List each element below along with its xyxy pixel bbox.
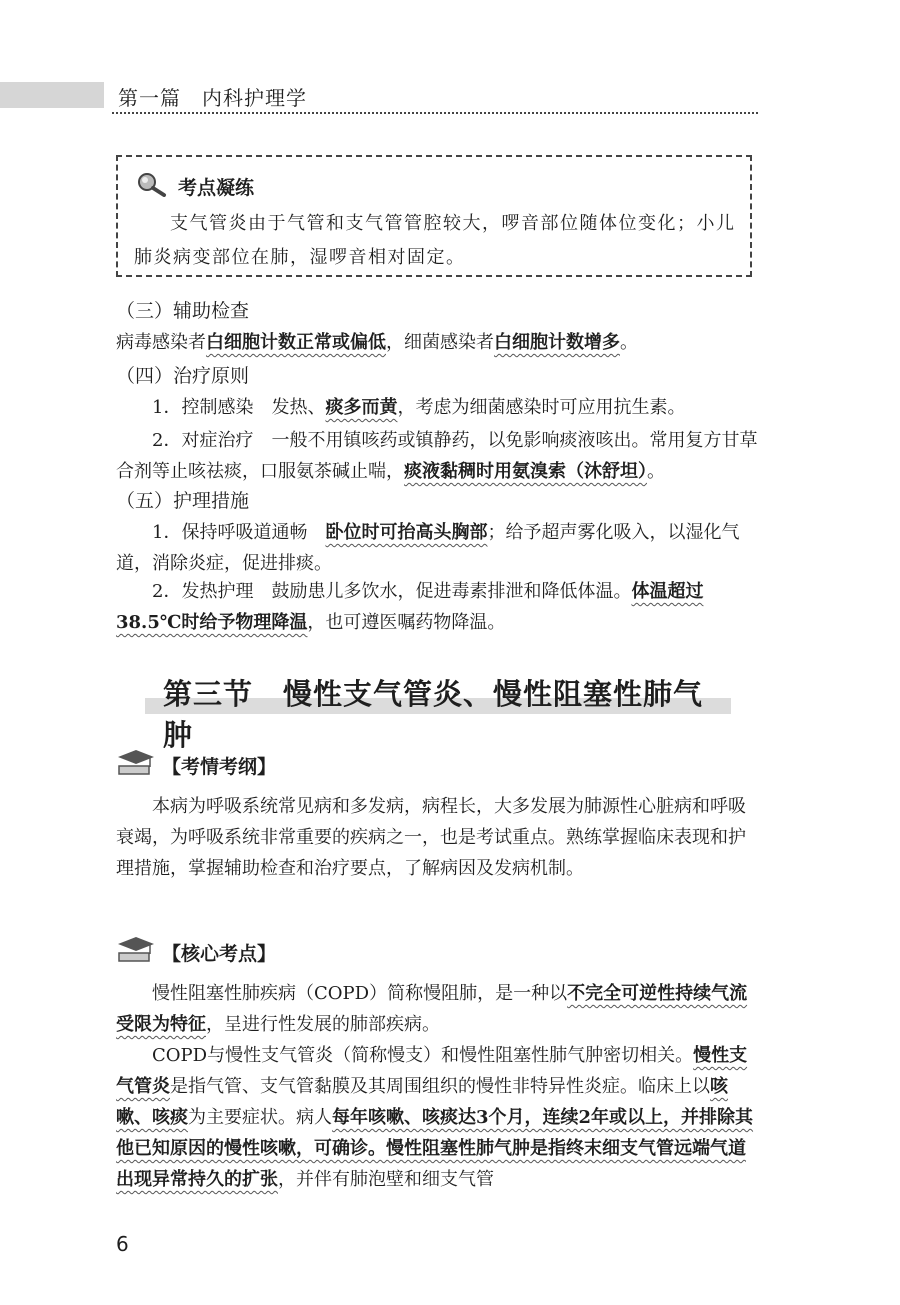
highlight-run: 咳嗽、咳痰: [116, 1076, 728, 1128]
heading-nursing: （五）护理措施: [116, 490, 250, 512]
running-head-rule: [112, 112, 758, 114]
text-run: 2．对症治疗 一般不用镇咳药或镇静药，以免影响痰液咳出。常用复方甘草合剂等止咳祛痰，口服氨茶碱止喘，: [116, 430, 758, 482]
text-run: 1．保持呼吸道通畅: [152, 522, 326, 543]
heading-treatment: （四）治疗原则: [116, 365, 250, 387]
text-run: ，呈进行性发展的肺部疾病。: [206, 1014, 440, 1035]
text-run: 1．控制感染 发热、: [152, 397, 326, 418]
highlight-run: 白细胞计数正常或偏低: [206, 332, 386, 353]
text-run: COPD与慢性支气管炎（简称慢支）和慢性阻塞性肺气肿密切相关。: [152, 1045, 694, 1066]
text-run: ，细菌感染者: [386, 332, 494, 353]
graduation-cap-book-icon: [116, 935, 156, 970]
core-points-label: [116, 935, 276, 970]
tip-box-title: [134, 171, 736, 201]
text-run: 2．发热护理 鼓励患儿多饮水，促进毒素排泄和降低体温。: [152, 581, 632, 602]
highlight-run: 白细胞计数增多: [494, 332, 620, 353]
heading-aux-exam: （三）辅助检查: [116, 300, 250, 322]
nursing-paragraph-2: [116, 576, 760, 638]
text-run: ；给予超声雾化吸入，以湿化气道，消除炎症，促进排痰。: [116, 522, 740, 574]
tip-box: [116, 155, 752, 277]
text-run: 慢性阻塞性肺疾病（COPD）简称慢阻肺，是一种以: [152, 983, 568, 1004]
core-points-label-text: 【核心考点】: [162, 943, 277, 965]
page-number: 6: [116, 1232, 129, 1256]
core-points-paragraph-1: [116, 978, 760, 1040]
nursing-paragraph-1: [116, 517, 760, 579]
treatment-paragraph-2: [116, 425, 760, 487]
running-head-text: 第一篇 内科护理学: [118, 86, 307, 110]
section-title: [145, 672, 731, 752]
text-run: ，也可遵医嘱药物降温。: [307, 612, 506, 633]
aux-exam-paragraph: [116, 327, 760, 358]
exam-outline-label-text: 【考情考纲】: [162, 756, 277, 778]
highlight-run: 痰多而黄: [325, 397, 398, 418]
section-title-text: 第三节 慢性支气管炎、慢性阻塞性肺气肿: [163, 677, 704, 752]
highlight-run: 体温超过38.5℃时给予物理降温: [116, 581, 704, 633]
text-run: ，考虑为细菌感染时可应用抗生素。: [397, 397, 686, 418]
highlight-run: 不完全可逆性持续气流受限为特征: [116, 983, 748, 1035]
text-run: 。: [620, 332, 638, 353]
text-run: 是指气管、支气管黏膜及其周围组织的慢性非特异性炎症。临床上以: [170, 1076, 710, 1097]
text-run: ，并伴有肺泡壁和细支气管: [278, 1169, 494, 1190]
highlight-run: 每年咳嗽、咳痰达3个月，连续2年或以上，并排除其他已知原因的慢性咳嗽，可确诊。慢性阻塞性肺气肿是指终末细支气管远端气道出现异常持久的扩张: [116, 1107, 754, 1190]
tip-box-title-text: 考点凝练: [178, 176, 255, 199]
running-head-tab: [0, 82, 104, 108]
highlight-run: 痰液黏稠时用氨溴索（沐舒坦）: [404, 461, 647, 482]
graduation-cap-book-icon: [116, 748, 156, 783]
tip-box-text: 支气管炎由于气管和支气管管腔较大，啰音部位随体位变化；小儿肺炎病变部位在肺，湿啰音相对固定。: [134, 213, 736, 268]
exam-outline-text: 本病为呼吸系统常见病和多发病，病程长，大多发展为肺源性心脏病和呼吸衰竭，为呼吸系统非常重要的疾病之一，也是考试重点。熟练掌握临床表现和护理措施，掌握辅助检查和治疗要点，了解病因及发病机制。: [116, 796, 746, 879]
treatment-paragraph-1: [116, 392, 760, 423]
highlight-run: 卧位时可抬高头胸部: [325, 522, 488, 543]
text-run: 病毒感染者: [116, 332, 206, 353]
running-head: [0, 82, 760, 112]
magnifier-icon: [134, 171, 168, 202]
exam-outline-label: [116, 748, 276, 783]
text-run: 为主要症状。病人: [188, 1107, 332, 1128]
core-points-paragraph-2: [116, 1040, 760, 1195]
text-run: 。: [647, 461, 665, 482]
highlight-run: 慢性支气管炎: [116, 1045, 748, 1097]
